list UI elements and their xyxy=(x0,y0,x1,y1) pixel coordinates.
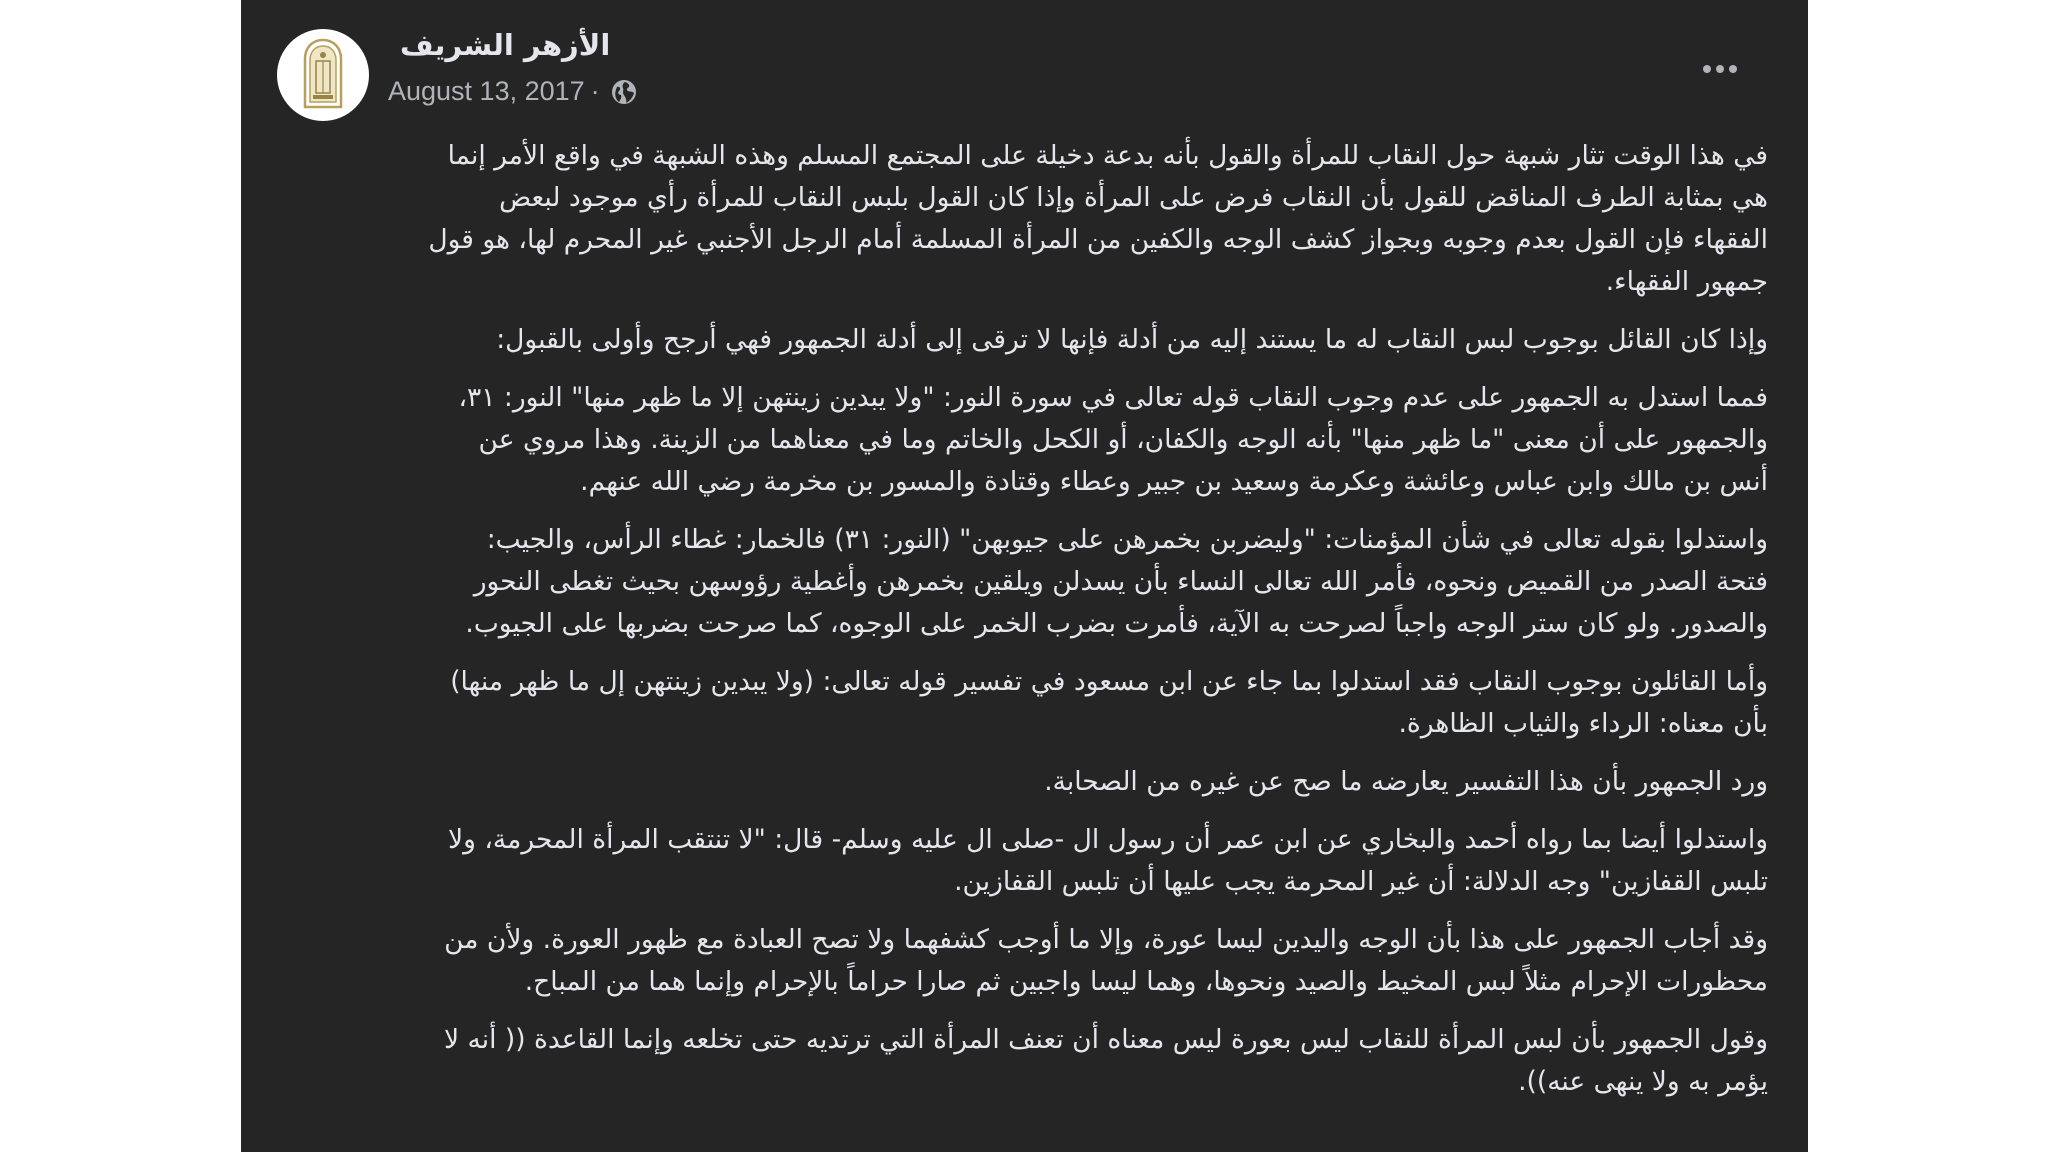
post-paragraph: وأما القائلون بوجوب النقاب فقد استدلوا بما جاء عن ابن مسعود في تفسير قوله تعالى: (ولا يبدين زينتهن إل ما ظهر منها) بأن معناه: الرداء والثياب الظاهرة. xyxy=(450,666,1768,739)
post-paragraph: فمما استدل به الجمهور على عدم وجوب النقاب قوله تعالى في سورة النور: "ولا يبدين زينتهن إلا ما ظهر منها" النور: ٣١، والجمهور على أن معنى "ما ظهر منها" بأنه الوجه والكفان، أو الكحل والخاتم وما في معناهما من الزينة. وهذا مروي عن أنس بن مالك وابن عباس وعائشة وعكرمة وسعيد بن جبير وعطاء وقتادة والمسور بن مخرمة رضي الله عنهم. xyxy=(458,382,1768,497)
post-paragraph: واستدلوا بقوله تعالى في شأن المؤمنات: "وليضربن بخمرهن على جيوبهن" (النور: ٣١) فالخمار: غطاء الرأس، والجيب: فتحة الصدر من القميص ونحوه، فأمر الله تعالى النساء بأن يسدلن ويلقين بخمرهن وأغطية رؤوسهن بحيث تغطى النحور والصدور. ولو كان ستر الوجه واجباً لصرحت به الآية، فأمرت بضرب الخمر على الوجوه، كما صرحت بضربها على الجيوب. xyxy=(465,524,1768,639)
post-paragraph: وقد أجاب الجمهور على هذا بأن الوجه واليدين ليسا عورة، وإلا ما أوجب كشفهما ولا تصح العبادة مع ظهور العورة. ولأن من محظورات الإحرام مثلاً لبس المخيط والصيد ونحوها، وهما ليسا واجبين ثم صارا حراماً بالإحرام وإنما هما من المباح. xyxy=(444,924,1768,997)
page-avatar[interactable] xyxy=(277,29,369,121)
post-paragraph: في هذا الوقت تثار شبهة حول النقاب للمرأة والقول بأنه بدعة دخيلة على المجتمع المسلم وهذه الشبهة في واقع الأمر إنما هي بمثابة الطرف المناقض للقول بأن النقاب فرض على المرأة وإذا كان القول بلبس النقاب للمرأة رأي موجود لبعض الفقهاء فإن القول بعدم وجوبه وبجواز كشف الوجه والكفين من المرأة المسلمة أمام الرجل الأجنبي غير المحرم لها، هو قول جمهور الفقهاء. xyxy=(428,140,1768,297)
post-paragraph: ورد الجمهور بأن هذا التفسير يعارضه ما صح عن غيره من الصحابة. xyxy=(1044,766,1768,797)
more-options-button[interactable] xyxy=(1690,49,1750,89)
more-horizontal-icon xyxy=(1703,65,1711,73)
post-meta xyxy=(388,76,638,107)
globe-icon[interactable] xyxy=(610,78,638,106)
post-text xyxy=(276,135,1768,1119)
page-name[interactable]: الأزهر الشريف xyxy=(400,28,611,62)
post-paragraph: واستدلوا أيضا بما رواه أحمد والبخاري عن ابن عمر أن رسول ال -صلى ال عليه وسلم- قال: "لا تنتقب المرأة المحرمة، ولا تلبس القفازين" وجه الدلالة: أن غير المحرمة يجب عليها أن تلبس القفازين. xyxy=(448,824,1768,897)
azhar-logo-icon xyxy=(296,37,350,113)
post-date[interactable]: August 13, 2017 xyxy=(388,76,585,106)
post-paragraph: وإذا كان القائل بوجوب لبس النقاب له ما يستند إليه من أدلة فإنها لا ترقى إلى أدلة الجمهور فهي أرجح وأولى بالقبول: xyxy=(496,324,1768,355)
meta-separator: · xyxy=(590,76,600,106)
post-paragraph: وقول الجمهور بأن لبس المرأة للنقاب ليس بعورة ليس معناه أن تعنف المرأة التي ترتديه حتى تخلعه وإنما القاعدة (( أنه لا يؤمر به ولا ينهى عنه)). xyxy=(443,1024,1768,1097)
